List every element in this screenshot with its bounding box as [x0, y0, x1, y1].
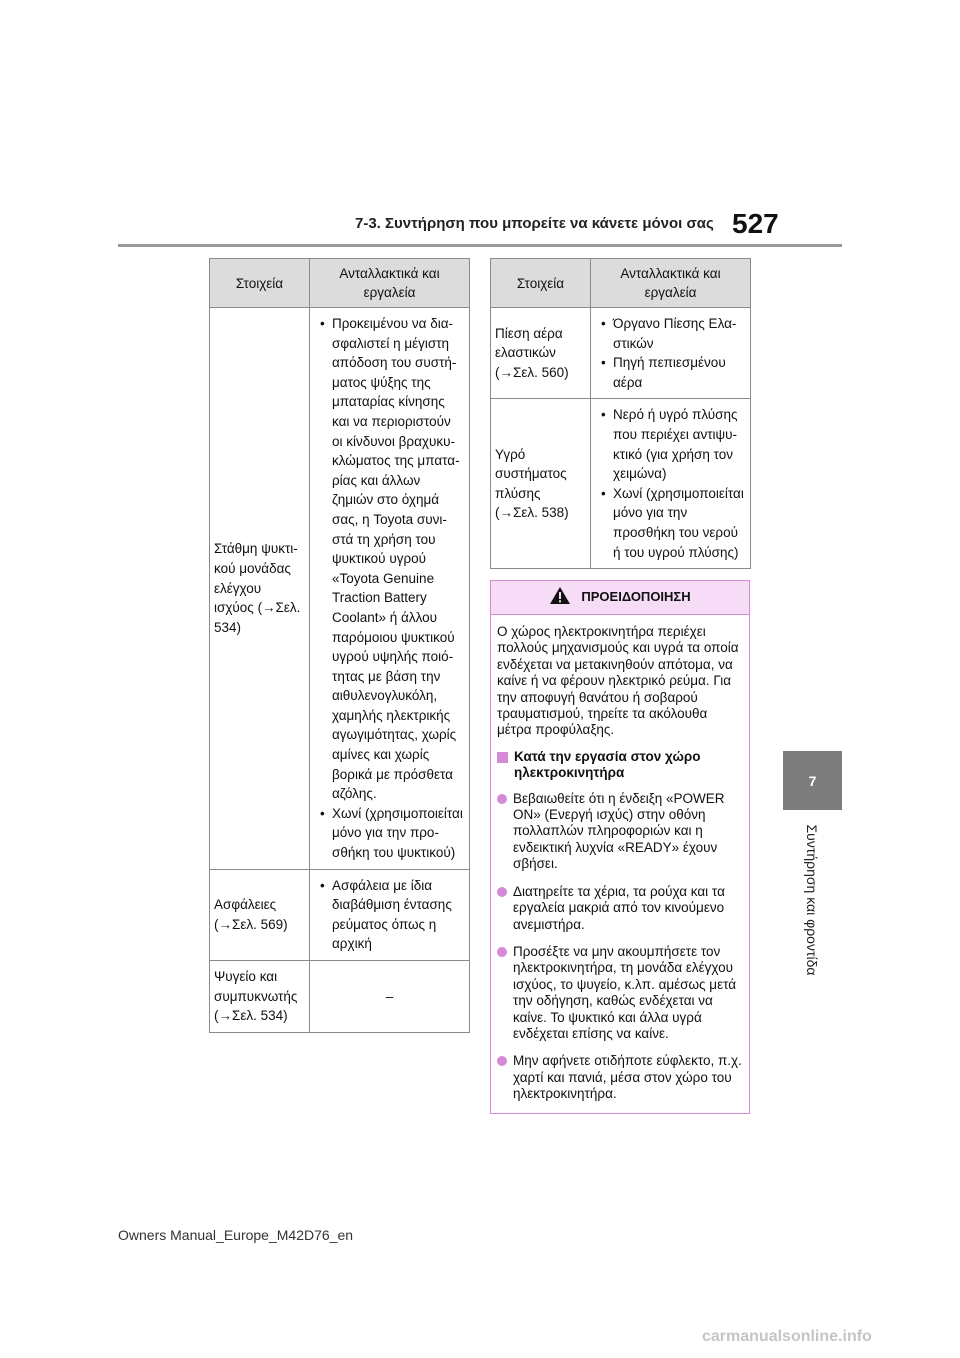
list-item: • Νερό ή υγρό πλύσης που περιέχει αντιψυκτικό (για χρήση τον χειμώνα) [597, 405, 744, 483]
circle-bullet-icon [497, 1056, 507, 1066]
warning-bullet-text: Διατηρείτε τα χέρια, τα ρούχα και τα εργαλεία μακριά από τον κινούμενο ανεμιστήρα. [513, 883, 725, 932]
circle-bullet-icon [497, 794, 507, 804]
warning-icon [549, 586, 571, 609]
warning-header [491, 581, 749, 615]
warning-bullet [497, 1053, 743, 1102]
warning-bullet-text: Προσέξτε να μην ακουμπήσετε τον ηλεκτροκινητήρα, τη μονάδα ελέγχου ισχύος, το ψυγείο, κ.λπ. αμέσως μετά την οδήγηση, καθώς ενδέχεται να καίνε. Το ψυκτικό και άλλα υγρά ενδέχεται επίσης να καίνε. [513, 943, 737, 1041]
warning-bullet-text: Βεβαιωθείτε ότι η ένδειξη «POWER ON» (Ενεργή ισχύς) στην οθόνη πολλαπλών πληροφοριών και η ενδεικτική λυχνία «READY» έχουν σβήσει. [513, 790, 725, 872]
header-rule [118, 244, 842, 247]
page-header-title: 7-3. Συντήρηση που μπορείτε να κάνετε μόνοι σας [355, 215, 714, 232]
list-item: • Προκειμένου να διασφαλιστεί η μέγιστη απόδοση του συστήματος ψύξης της μπαταρίας κίνησης και να περιοριστούν οι κίνδυνοι βραχυκυκλώματος της μπαταρίας και άλλων ζημιών στο όχημά σας, η Toyota συνιστά τη χρήση του ψυκτικού υγρού «Toyota Genuine Traction Battery Coolant» ή άλλου παρόμοιου ψυκτικού υγρού υψηλής ποιότητας με βάση την αιθυλενογλυκόλη, χαμηλής ηλεκτρικής αγωγιμότητας, χωρίς αμίνες και χωρίς βορικά με πρόσθετα αζόλης. [316, 314, 463, 804]
table-row [491, 308, 751, 399]
table-cell-parts: – [310, 961, 470, 1033]
warning-bullet [497, 791, 743, 873]
warning-intro: Ο χώρος ηλεκτροκινητήρα περιέχει πολλούς μηχανισμούς και υγρά τα οποία ενδέχεται να μετακινηθούν απότομα, να καίνε ή να φέρουν ηλεκτρικό ρεύμα. Για την αποφυγή θανάτου ή σοβαρού τραυματισμού, τηρείτε τα ακόλουθα μέτρα προφύλαξης. [497, 624, 739, 738]
table-cell-parts [591, 399, 751, 569]
column-header-parts: Ανταλλακτικά και εργαλεία [591, 259, 751, 308]
warning-title: ΠΡΟΕΙΔΟΠΟΙΗΣΗ [581, 589, 691, 605]
table-cell-item: Πίεση αέρα ελαστικών (→Σελ. 560) [491, 308, 591, 399]
chapter-tab [783, 751, 842, 810]
table-row [491, 399, 751, 569]
circle-bullet-icon [497, 887, 507, 897]
table-header-row [491, 259, 751, 308]
table-cell-parts [310, 308, 470, 870]
chapter-number: 7 [808, 772, 817, 789]
column-header-items: Στοιχεία [491, 259, 591, 308]
list-item: • Χωνί (χρησιμοποιείται μόνο για την προσθήκη του ψυκτικού) [316, 804, 463, 863]
list-item: • Χωνί (χρησιμοποιείται μόνο για την προσθήκη του νερού ή του υγρού πλύσης) [597, 484, 744, 562]
warning-subheading [497, 749, 743, 782]
warning-bullet [497, 944, 743, 1042]
table-row [210, 961, 470, 1033]
table-row [210, 308, 470, 870]
table-cell-item: Ασφάλειες (→Σελ. 569) [210, 869, 310, 960]
warning-body [491, 615, 749, 1113]
table-cell-parts [591, 308, 751, 399]
table-cell-item: Υγρό συστήματος πλύσης (→Σελ. 538) [491, 399, 591, 569]
page-number: 527 [732, 208, 779, 239]
warning-subheading-text: Κατά την εργασία στον χώρο ηλεκτροκινητήρα [514, 748, 701, 781]
parts-table-right [490, 258, 751, 569]
warning-bullet [497, 884, 743, 933]
parts-table-left [209, 258, 470, 1033]
column-header-items: Στοιχεία [210, 259, 310, 308]
list-item: • Όργανο Πίεσης Ελαστικών [597, 314, 744, 353]
table-row [210, 869, 470, 960]
warning-bullet-text: Μην αφήνετε οτιδήποτε εύφλεκτο, π.χ. χαρτί και πανιά, μέσα στον χώρο του ηλεκτροκινητήρα. [513, 1053, 742, 1102]
table-cell-parts [310, 869, 470, 960]
watermark: carmanualsonline.info [702, 1328, 872, 1345]
table-cell-item: Ψυγείο και συμπυκνωτής (→Σελ. 534) [210, 961, 310, 1033]
footer-text: Owners Manual_Europe_M42D76_en [118, 1227, 354, 1243]
table-header-row [210, 259, 470, 308]
table-cell-item: Στάθμη ψυκτικού μονάδας ελέγχου ισχύος (→Σελ. 534) [210, 308, 310, 870]
circle-bullet-icon [497, 947, 507, 957]
warning-box [490, 580, 750, 1114]
column-header-parts: Ανταλλακτικά και εργαλεία [310, 259, 470, 308]
list-item: • Ασφάλεια με ίδια διαβάθμιση έντασης ρεύματος όπως η αρχική [316, 876, 463, 954]
square-bullet-icon [497, 752, 508, 763]
list-item: • Πηγή πεπιεσμένου αέρα [597, 353, 744, 392]
chapter-side-label: Συντήρηση και φροντίδα [804, 824, 820, 976]
